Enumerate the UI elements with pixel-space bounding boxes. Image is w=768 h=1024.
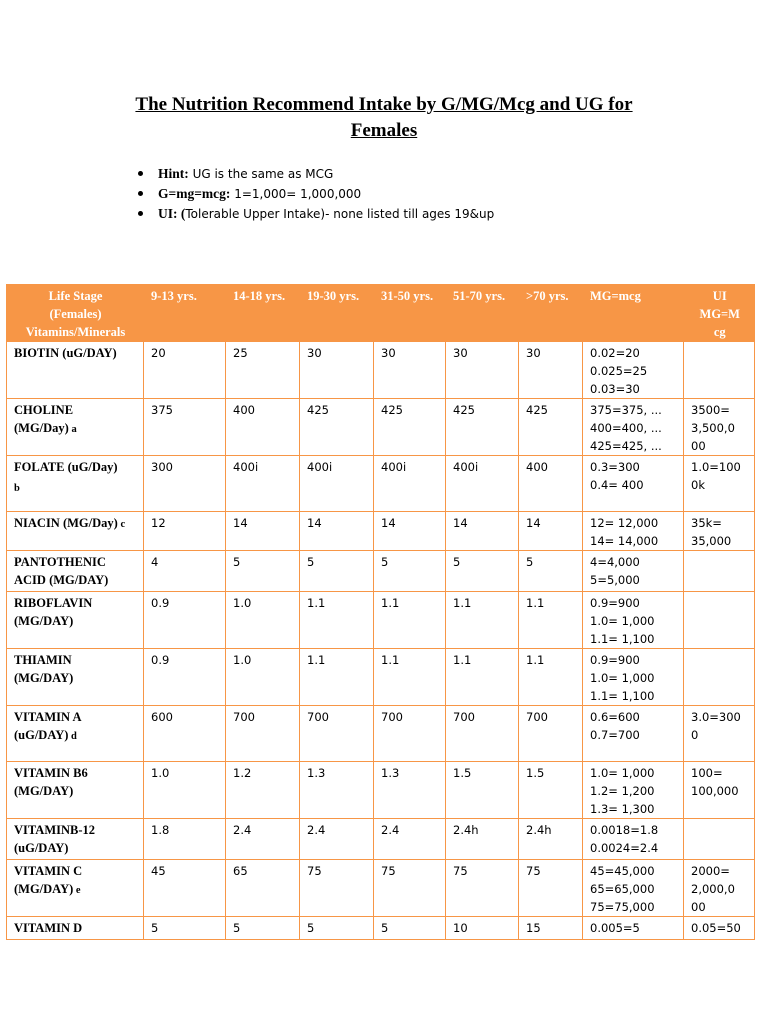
nutrient-name-cell [7, 706, 144, 762]
intake-value-cell: 75 [519, 860, 583, 917]
footnote-mark: c [117, 519, 126, 530]
hint-key: UI: ( [158, 206, 186, 221]
footnote-mark: d [68, 731, 77, 742]
intake-value-cell: 400i [300, 456, 374, 512]
header-9-13: 9-13 yrs. [144, 284, 226, 342]
nutrient-name-cell [7, 399, 144, 456]
mg-mcg-cell [583, 706, 684, 762]
conversion-line: 1.2= 1,200 [590, 784, 655, 798]
intake-value-cell: 5 [226, 551, 300, 592]
conversion-line: 75=75,000 [590, 900, 655, 914]
table-row [7, 819, 755, 860]
intake-value-cell: 400i [374, 456, 446, 512]
nutrient-name-cell [7, 917, 144, 940]
intake-value-cell: 75 [300, 860, 374, 917]
table-row [7, 551, 755, 592]
nutrient-name-cell [7, 592, 144, 649]
header-line: MG=M [699, 307, 740, 321]
nutrient-name: VITAMIN B6 (MG/DAY) [14, 766, 88, 798]
intake-value-cell: 30 [519, 342, 583, 399]
intake-value-cell: 700 [374, 706, 446, 762]
intake-value-cell: 1.0 [226, 649, 300, 706]
intake-value-cell: 1.5 [446, 762, 519, 819]
table-row [7, 860, 755, 917]
ui-cell [684, 917, 755, 940]
ui-line: 3,500,0 [691, 421, 735, 435]
header-line: Vitamins/Minerals [25, 325, 126, 339]
conversion-line: 1.1= 1,100 [590, 632, 655, 646]
intake-value-cell: 30 [374, 342, 446, 399]
intake-value-cell: 1.1 [374, 649, 446, 706]
hint-item [134, 204, 494, 224]
intake-value-cell: 65 [226, 860, 300, 917]
ui-line: 3500= [691, 403, 730, 417]
intake-value-cell: 425 [446, 399, 519, 456]
ui-line: 00 [691, 439, 706, 453]
intake-value-cell: 75 [446, 860, 519, 917]
intake-value-cell: 400i [446, 456, 519, 512]
header-31-50: 31-50 yrs. [374, 284, 446, 342]
intake-value-cell: 14 [226, 512, 300, 551]
hint-value: UG is the same as MCG [188, 167, 334, 181]
intake-value-cell: 2.4 [374, 819, 446, 860]
intake-value-cell: 25 [226, 342, 300, 399]
nutrient-name: VITAMINB-12 (uG/DAY) [14, 823, 96, 855]
intake-value-cell: 1.1 [446, 592, 519, 649]
footnote-mark: a [68, 424, 77, 435]
nutrient-name: RIBOFLAVIN (MG/DAY) [14, 596, 93, 628]
intake-value-cell: 1.8 [144, 819, 226, 860]
nutrient-name-cell [7, 551, 144, 592]
ui-line: 100,000 [691, 784, 739, 798]
ui-line: 0.05=50 [691, 921, 741, 935]
conversion-line: 0.005=5 [590, 921, 640, 935]
intake-value-cell: 14 [374, 512, 446, 551]
conversion-line: 0.9=900 [590, 596, 640, 610]
intake-value-cell: 2.4h [446, 819, 519, 860]
ui-line: 00 [691, 900, 706, 914]
intake-value-cell: 15 [519, 917, 583, 940]
ui-line: 2000= [691, 864, 730, 878]
intake-value-cell: 1.1 [374, 592, 446, 649]
table-row [7, 706, 755, 762]
conversion-line: 1.1= 1,100 [590, 689, 655, 703]
nutrient-name: VITAMIN D [14, 921, 83, 935]
intake-value-cell: 14 [300, 512, 374, 551]
intake-value-cell: 1.5 [519, 762, 583, 819]
table-row [7, 592, 755, 649]
intake-value-cell: 700 [446, 706, 519, 762]
nutrient-name-cell [7, 819, 144, 860]
nutrient-name: VITAMIN C (MG/DAY) [14, 864, 83, 896]
ui-line: 1.0=100 [691, 460, 741, 474]
table-row [7, 762, 755, 819]
intake-value-cell: 400 [226, 399, 300, 456]
hint-value: 1=1,000= 1,000,000 [230, 187, 362, 201]
intake-value-cell: 300 [144, 456, 226, 512]
ui-cell [684, 551, 755, 592]
nutrient-name-cell [7, 512, 144, 551]
nutrient-name-cell [7, 649, 144, 706]
ui-cell [684, 592, 755, 649]
intake-value-cell: 2.4 [300, 819, 374, 860]
nutrient-name: CHOLINE (MG/Day) [14, 403, 74, 435]
conversion-line: 65=65,000 [590, 882, 655, 896]
intake-value-cell: 700 [300, 706, 374, 762]
ui-cell [684, 762, 755, 819]
conversion-line: 0.9=900 [590, 653, 640, 667]
header-19-30: 19-30 yrs. [300, 284, 374, 342]
mg-mcg-cell [583, 917, 684, 940]
intake-value-cell: 5 [226, 917, 300, 940]
conversion-line: 0.0024=2.4 [590, 841, 659, 855]
nutrient-name: THIAMIN (MG/DAY) [14, 653, 74, 685]
footnote-mark: b [14, 483, 20, 494]
intake-value-cell: 12 [144, 512, 226, 551]
ui-cell [684, 706, 755, 762]
table-row [7, 399, 755, 456]
ui-line: 0 [691, 728, 699, 742]
intake-value-cell: 1.1 [446, 649, 519, 706]
intake-value-cell: 5 [300, 551, 374, 592]
footnote-mark: e [73, 885, 81, 896]
intake-value-cell: 5 [374, 551, 446, 592]
conversion-line: 5=5,000 [590, 573, 640, 587]
mg-mcg-cell [583, 860, 684, 917]
intake-value-cell: 2.4 [226, 819, 300, 860]
conversion-line: 1.3= 1,300 [590, 802, 655, 816]
ui-cell [684, 399, 755, 456]
mg-mcg-cell [583, 456, 684, 512]
intake-value-cell: 14 [446, 512, 519, 551]
ui-line: 35k= [691, 516, 722, 530]
hint-key: G=mg=mcg: [158, 186, 231, 201]
conversion-line: 1.0= 1,000 [590, 766, 655, 780]
ui-line: 35,000 [691, 534, 732, 548]
conversion-line: 0.7=700 [590, 728, 640, 742]
header-line: Life Stage [48, 289, 103, 303]
intake-value-cell: 1.1 [300, 592, 374, 649]
table-row [7, 512, 755, 551]
conversion-line: 4=4,000 [590, 555, 640, 569]
title-line-1: The Nutrition Recommend Intake by G/MG/Mcg and UG for [135, 94, 633, 115]
conversion-line: 0.03=30 [590, 382, 640, 396]
conversion-line: 0.3=300 [590, 460, 640, 474]
intake-value-cell: 14 [519, 512, 583, 551]
intake-value-cell: 5 [374, 917, 446, 940]
mg-mcg-cell [583, 399, 684, 456]
conversion-line: 0.4= 400 [590, 478, 644, 492]
intake-value-cell: 10 [446, 917, 519, 940]
intake-value-cell: 5 [144, 917, 226, 940]
nutrient-name-cell [7, 860, 144, 917]
nutrient-name: NIACIN (MG/Day) [14, 516, 118, 530]
hint-value: Tolerable Upper Intake)- none listed till ages 19&up [185, 207, 495, 221]
ui-cell [684, 649, 755, 706]
table-body [7, 342, 755, 940]
intake-value-cell: 1.1 [519, 592, 583, 649]
hint-item [134, 164, 494, 184]
header-70-plus: >70 yrs. [519, 284, 583, 342]
header-mg-mcg: MG=mcg [583, 284, 684, 342]
table-row [7, 649, 755, 706]
conversion-line: 425=425, ... [590, 439, 662, 453]
intake-value-cell: 5 [300, 917, 374, 940]
nutrient-name-cell [7, 456, 144, 512]
table-header-row [7, 284, 755, 342]
intake-value-cell: 425 [300, 399, 374, 456]
ui-cell [684, 512, 755, 551]
intake-value-cell: 0.9 [144, 592, 226, 649]
header-ui [684, 284, 755, 342]
conversion-line: 45=45,000 [590, 864, 655, 878]
hint-item [134, 184, 494, 204]
conversion-line: 0.0018=1.8 [590, 823, 659, 837]
header-14-18: 14-18 yrs. [226, 284, 300, 342]
intake-value-cell: 1.3 [374, 762, 446, 819]
conversion-line: 1.0= 1,000 [590, 671, 655, 685]
hint-list [134, 164, 494, 224]
intake-value-cell: 425 [519, 399, 583, 456]
intake-value-cell: 1.1 [300, 649, 374, 706]
intake-value-cell: 30 [446, 342, 519, 399]
intake-value-cell: 5 [446, 551, 519, 592]
table-row [7, 456, 755, 512]
intake-value-cell: 375 [144, 399, 226, 456]
mg-mcg-cell [583, 819, 684, 860]
nutrient-name: BIOTIN (uG/DAY) [14, 346, 117, 360]
intake-value-cell: 30 [300, 342, 374, 399]
ui-cell [684, 860, 755, 917]
nutrient-name: FOLATE (uG/Day) [14, 460, 118, 474]
intake-value-cell: 400 [519, 456, 583, 512]
intake-value-cell: 400i [226, 456, 300, 512]
intake-value-cell: 20 [144, 342, 226, 399]
intake-value-cell: 45 [144, 860, 226, 917]
conversion-line: 400=400, ... [590, 421, 662, 435]
intake-value-cell: 1.0 [226, 592, 300, 649]
nutrient-name-cell [7, 342, 144, 399]
header-life-stage [7, 284, 144, 342]
header-line: cg [713, 325, 726, 339]
header-line: (Females) [49, 307, 102, 321]
title-line-2: Females [350, 120, 418, 141]
ui-line: 2,000,0 [691, 882, 735, 896]
intake-value-cell: 700 [226, 706, 300, 762]
intake-value-cell: 425 [374, 399, 446, 456]
intake-value-cell: 0.9 [144, 649, 226, 706]
intake-value-cell: 600 [144, 706, 226, 762]
nutrient-name: PANTOTHENIC ACID (MG/DAY) [14, 555, 109, 587]
ui-cell [684, 342, 755, 399]
intake-value-cell: 700 [519, 706, 583, 762]
mg-mcg-cell [583, 551, 684, 592]
header-51-70: 51-70 yrs. [446, 284, 519, 342]
hint-key: Hint: [158, 166, 189, 181]
ui-cell [684, 819, 755, 860]
conversion-line: 0.6=600 [590, 710, 640, 724]
table-row [7, 342, 755, 399]
table-row [7, 917, 755, 940]
intake-value-cell: 5 [519, 551, 583, 592]
page-title [0, 92, 768, 144]
intake-value-cell: 75 [374, 860, 446, 917]
mg-mcg-cell [583, 512, 684, 551]
intake-value-cell: 2.4h [519, 819, 583, 860]
mg-mcg-cell [583, 762, 684, 819]
intake-value-cell: 1.1 [519, 649, 583, 706]
header-line: UI [712, 289, 727, 303]
mg-mcg-cell [583, 342, 684, 399]
ui-line: 100= [691, 766, 723, 780]
intake-value-cell: 4 [144, 551, 226, 592]
conversion-line: 375=375, ... [590, 403, 662, 417]
intake-value-cell: 1.0 [144, 762, 226, 819]
ui-cell [684, 456, 755, 512]
conversion-line: 14= 14,000 [590, 534, 659, 548]
ui-line: 3.0=300 [691, 710, 741, 724]
nutrient-name-cell [7, 762, 144, 819]
conversion-line: 12= 12,000 [590, 516, 659, 530]
intake-value-cell: 1.3 [300, 762, 374, 819]
conversion-line: 1.0= 1,000 [590, 614, 655, 628]
nutrition-table [6, 284, 755, 940]
intake-value-cell: 1.2 [226, 762, 300, 819]
nutrient-name: VITAMIN A (uG/DAY) [14, 710, 82, 742]
ui-line: 0k [691, 478, 705, 492]
mg-mcg-cell [583, 592, 684, 649]
conversion-line: 0.025=25 [590, 364, 648, 378]
conversion-line: 0.02=20 [590, 346, 640, 360]
mg-mcg-cell [583, 649, 684, 706]
